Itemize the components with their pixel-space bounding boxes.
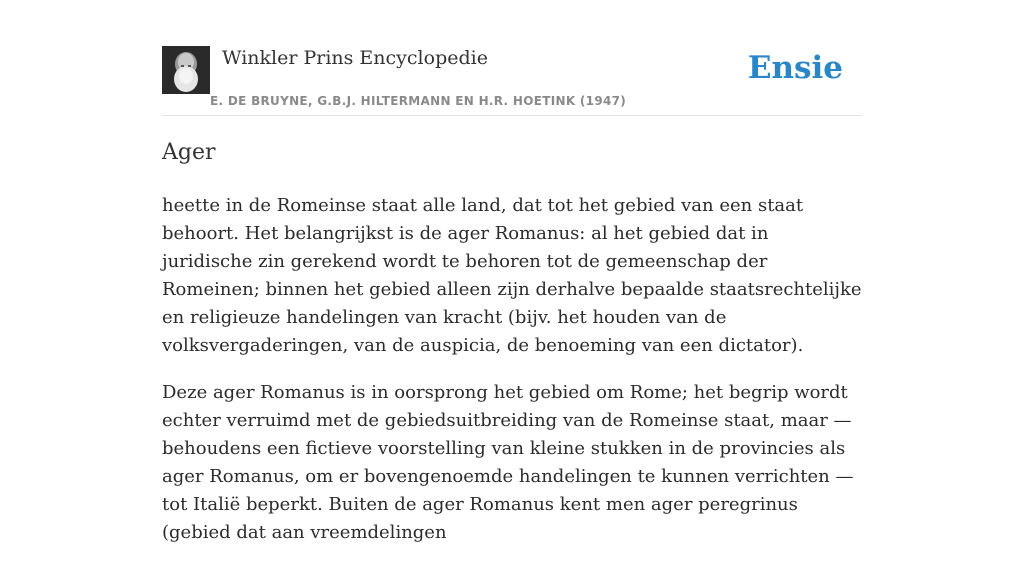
brand-logo[interactable]: Ensie: [747, 50, 843, 86]
entry-paragraph: heette in de Romeinse staat alle land, dat tot het gebied van een staat behoort. Het belangrijkst is de ager Romanus: al het gebied dat in juridische zin gerekend wordt te behoren tot de gemeenschap der Romeinen; binnen het gebied alleen zijn derhalve bepaalde staatsrechtelijke en religieuze handelingen van kracht (bijv. het houden van de volksvergaderingen, van de auspicia, de benoeming van een dictator).: [162, 195, 862, 356]
page: [162, 0, 862, 543]
source-title[interactable]: Winkler Prins Encyclopedie: [222, 47, 488, 69]
author-portrait-icon: [162, 46, 210, 94]
authors-line: E. DE BRUYNE, G.B.J. HILTERMANN EN H.R. HOETINK (1947): [210, 94, 627, 108]
header-divider: [162, 115, 862, 116]
entry-body: [162, 192, 862, 566]
entry-paragraph: Deze ager Romanus is in oorsprong het gebied om Rome; het begrip wordt echter verruimd met de gebiedsuitbreiding van de Romeinse staat, maar — behoudens een fictieve voorstelling van kleine stukken in de provincies als ager Romanus, om er bovengenoemde handelingen te kunnen verrichten — tot Italië beperkt. Buiten de ager Romanus kent men ager peregrinus (gebied dat aan vreemdelingen: [162, 382, 854, 543]
entry-title: Ager: [162, 140, 216, 165]
header: [162, 46, 862, 116]
